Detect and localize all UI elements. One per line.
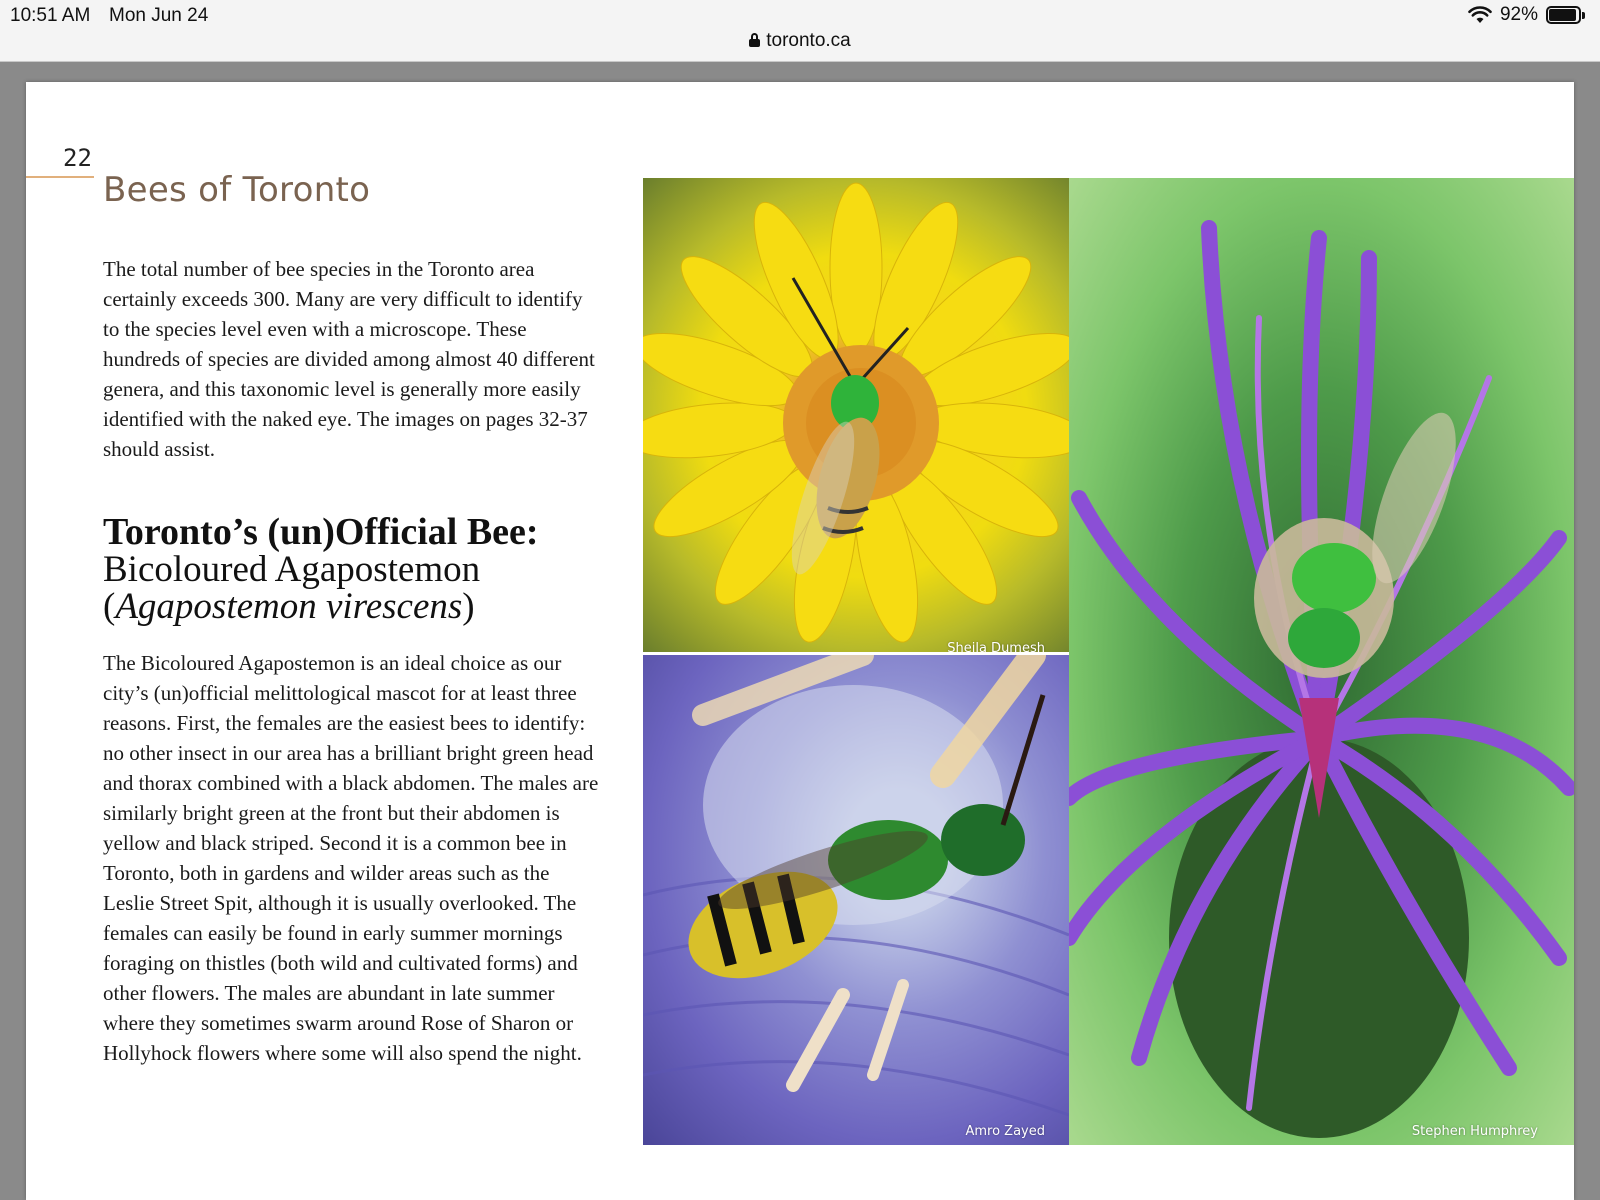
intro-paragraph: The total number of bee species in the Toronto area certainly exceeds 300. Many are very difficult to identify to the species level even with a microscope. These hundreds of species are divided among almost 40 different genera, and this taxonomic level is generally more easily identified with the naked eye. The images on pages 32-37 should assist. [103,257,595,461]
document-page [26,82,1574,1200]
photo-bee-blue-flower [643,655,1069,1145]
battery-icon [1546,5,1586,25]
page-number-rule [26,176,94,178]
page-number: 22 [63,144,92,172]
scientific-name: Agapostemon virescens [115,586,463,627]
main-paragraph: The Bicoloured Agapostemon is an ideal choice as our city’s (un)official melittological mascot for at least three reasons. First, the females are the easiest bees to identify: no other insect in our area has a brilliant bright green head and thorax combined with a black abdomen. The males are similarly bright green at the front but their abdomen is yellow and black striped. Second it is a common bee in Toronto, both in gardens and wilder areas such as the Leslie Street Spit, although it is usually overlooked. The females can easily be found in early summer mornings foraging on thistles (both wild and cultivated forms) and other flowers. The males are abundant in late summer where they sometimes swarm around Rose of Sharon or Hollyhock flowers where some will also spend the night. [103,651,599,1065]
url-text: toronto.ca [766,30,851,51]
photo-credit-blue: Amro Zayed [965,1124,1045,1139]
bee-heading [103,511,539,627]
status-bar [0,0,1600,62]
status-time: 10:51 AM [10,5,91,26]
photo-credit-yellow: Sheila Dumesh [947,641,1045,652]
heading-line-2: Bicoloured Agapostemon [103,549,481,590]
heading-paren-close: ) [462,586,475,627]
heading-line-1: Toronto’s (un)Official Bee: [103,511,539,553]
status-indicators [1468,4,1586,26]
section-title: Bees of Toronto [103,170,371,210]
lock-icon [749,33,760,47]
status-date: Mon Jun 24 [109,5,209,26]
heading-line-3 [103,588,539,625]
photo-bee-yellow-flower [643,178,1069,652]
address-bar[interactable] [0,30,1600,52]
wifi-icon [1468,6,1492,24]
heading-paren-open: ( [103,586,116,627]
photo-credit-purple: Stephen Humphrey [1411,1124,1538,1139]
photo-bee-purple-flower [1069,178,1574,1145]
battery-percent: 92% [1499,4,1538,25]
